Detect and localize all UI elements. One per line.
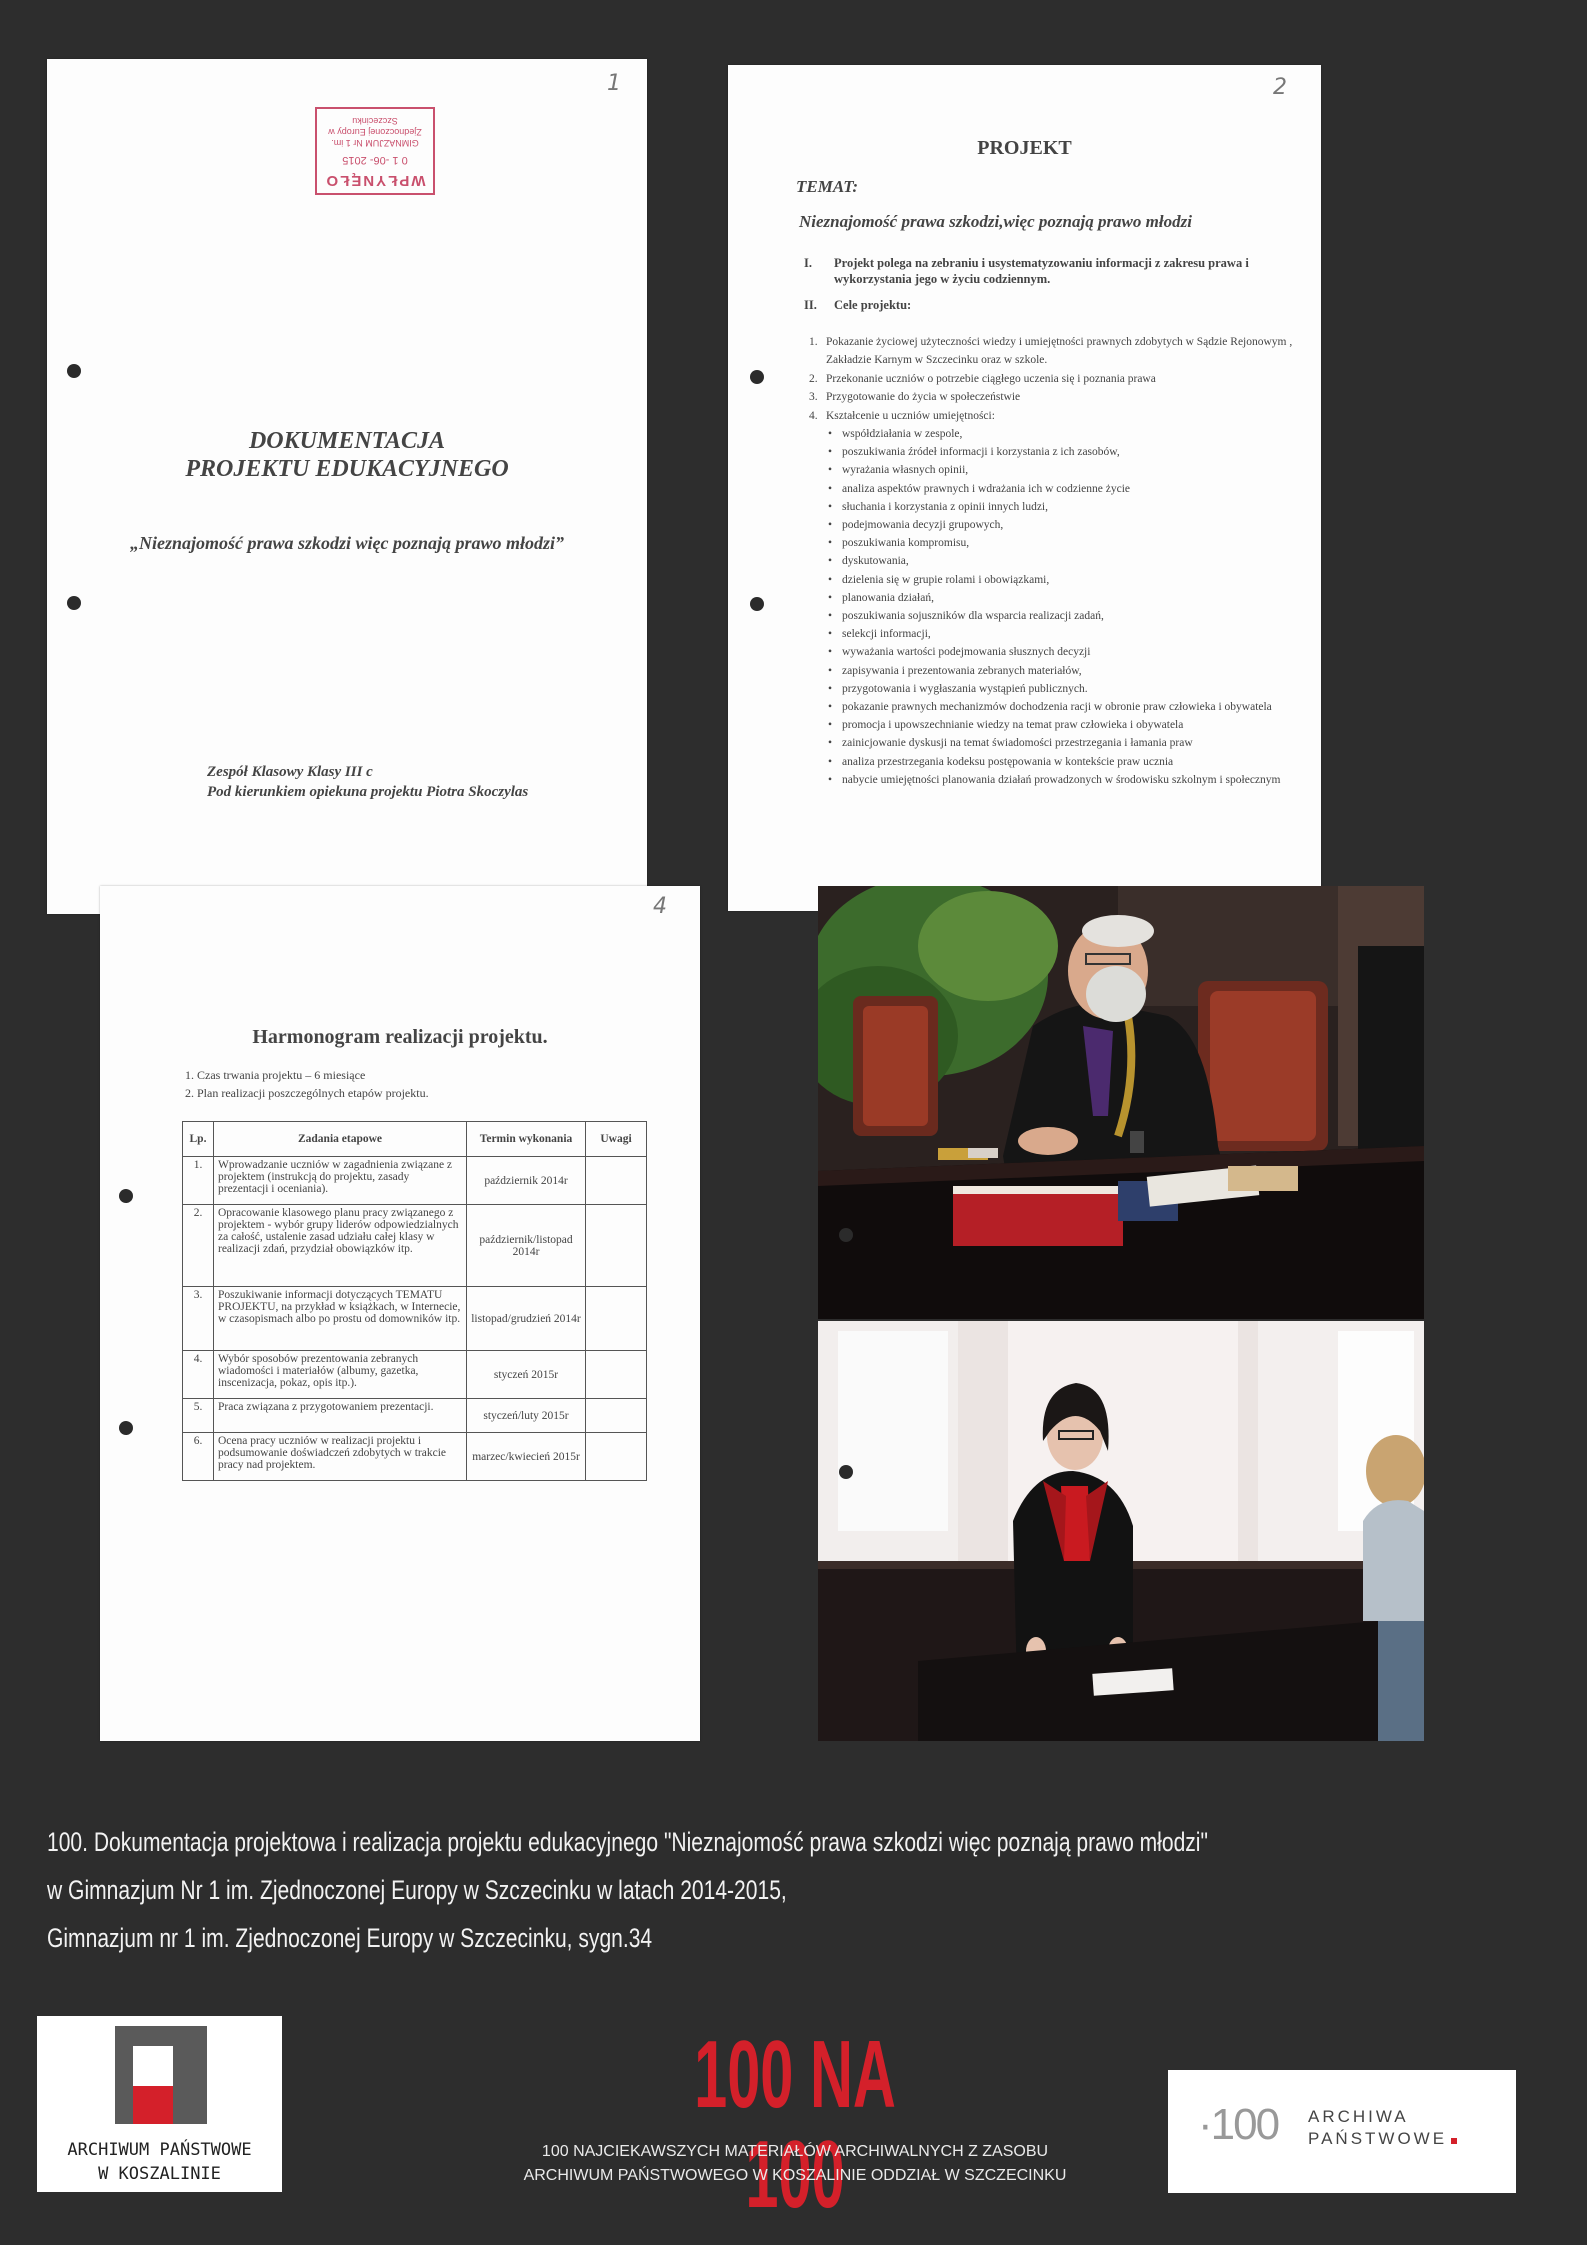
skill-item: • podejmowania decyzji grupowych, [804,516,1304,534]
received-stamp [315,107,435,195]
archive-logo-line1: ARCHIWUM PAŃSTWOWE [67,2140,252,2160]
punch-hole [750,370,764,384]
skill-item: • promocja i upowszechnianie wiedzy na temat praw człowieka i obywatela [804,716,1304,734]
schedule-table [182,1121,647,1481]
document-cover-page [47,59,647,914]
exhibit-caption [47,1818,1529,1962]
skill-item: • poszukiwania źródeł informacji i korzystania z ich zasobów, [804,443,1304,461]
project-title: PROJEKT [977,137,1072,159]
skill-item: • współdziałania w zespole, [804,425,1304,443]
series-subtitle-line2: ARCHIWUM PAŃSTWOWEGO W KOSZALINIE ODDZIAŁ W SZCZECINKU [523,2167,1067,2184]
cell-term: październik/listopad 2014r [467,1205,586,1287]
skill-item: • pokazanie prawnych mechanizmów dochodzenia racji w obronie praw człowieka i obywatela [804,698,1304,716]
table-row [183,1399,647,1433]
cover-title-line1: DOKUMENTACJA [248,428,446,454]
punch-hole [750,597,764,611]
red-dot-icon [1451,2138,1457,2144]
cover-title [47,427,647,483]
project-page [728,65,1321,911]
caption-line3: Gimnazjum nr 1 im. Zjednoczonej Europy w Szczecinku, sygn.34 [47,1923,653,1953]
archiwa-100-mark: ·100 [1198,2100,1279,2149]
cell-term: styczeń/luty 2015r [467,1399,586,1433]
skill-item: • zainicjowanie dyskusji na temat świadomości przestrzegania i łamania praw [804,734,1304,752]
cell-task: Opracowanie klasowego planu pracy związanego z projektem - wybór grupy liderów odpowiedzialnych za całość, ustalenie zasad udziału całej klasy w realizacji zdań, przydział obowiązków itp. [214,1205,467,1287]
table-row [183,1205,647,1287]
cell-lp: 2. [183,1205,214,1287]
archiwa-panstwowe-logo [1168,2070,1516,2193]
stamp-institution: GIMNAZJUM Nr 1 im. Zjednoczonej Europy w Szczecinku [328,116,422,148]
header-task: Zadania etapowe [214,1122,467,1157]
skill-item: • poszukiwania kompromisu, [804,534,1304,552]
cell-term: listopad/grudzień 2014r [467,1287,586,1351]
cell-term: styczeń 2015r [467,1351,586,1399]
cell-task: Poszukiwanie informacji dotyczących TEMATU PROJEKTU, na przykład w książkach, w Internecie, w czasopismach albo po prostu od domowników itp. [214,1287,467,1351]
skill-item: • analiza przestrzegania kodeksu postępowania w kontekście praw ucznia [804,753,1304,771]
skill-item: • wyrażania własnych opinii, [804,461,1304,479]
header-notes: Uwagi [586,1122,647,1157]
goal-item: 3. Przygotowanie do życia w społeczeństwie [809,391,1021,404]
team-line2: Pod kierunkiem opiekuna projektu Piotra Skoczylas [207,784,529,800]
schedule-page [100,886,700,1741]
schedule-title: Harmonogram realizacji projektu. [252,1026,548,1048]
cell-notes [586,1287,647,1351]
schedule-list-item: 1. Czas trwania projektu – 6 miesiące [185,1068,366,1082]
cell-lp: 5. [183,1399,214,1433]
punch-hole [67,596,81,610]
judge-at-desk-photo [818,886,1424,1319]
skill-item: • dzielenia się w grupie rolami i obowiązkami, [804,571,1304,589]
stamp-date: 0 1 -06- 2015 [342,154,408,166]
skill-item: • nabycie umiejętności planowania działań prowadzonych w środowisku szkolnym i społecznym [804,771,1304,789]
cell-task: Praca związana z przygotowaniem prezentacji. [214,1399,467,1433]
table-row [183,1351,647,1399]
skill-item: • dyskutowania, [804,552,1304,570]
skill-item: • selekcji informacji, [804,625,1304,643]
archive-logo-text [37,2138,282,2186]
cell-notes [586,1433,647,1481]
skill-item: • analiza aspektów prawnych i wdrażania ich w codzienne życie [804,480,1304,498]
goal-item: 2. Przekonanie uczniów o potrzebie ciągłego uczenia się i poznania prawa [809,372,1156,385]
header-term: Termin wykonania [467,1122,586,1157]
cell-task: Wybór sposobów prezentowania zebranych wiadomości i materiałów (albumy, gazetka, inscenizacja, pokaz, opis itp.). [214,1351,467,1399]
cell-task: Wprowadzanie uczniów w zagadnienia związane z projektem (instrukcją do projektu, zasady prezentacji i oceniania). [214,1157,467,1205]
schedule-list-item: 2. Plan realizacji poszczególnych etapów projektu. [185,1086,429,1100]
cell-term: marzec/kwiecień 2015r [467,1433,586,1481]
temat-label: TEMAT: [796,177,859,196]
archive-logo-line2: W KOSZALINIE [98,2164,221,2184]
goal-item: 1. Pokazanie życiowej użyteczności wiedzy i umiejętności prawnych zdobytych w Sądzie Rejonowym , Zakładzie Karnym w Szczecinku oraz w szkole. [809,336,1293,367]
punch-hole [67,364,81,378]
cell-notes [586,1205,647,1287]
cell-notes [586,1351,647,1399]
skill-item: • planowania działań, [804,589,1304,607]
skill-item: • słuchania i korzystania z opinii innych ludzi, [804,498,1304,516]
cover-team [207,762,528,802]
page-number: 1 [607,71,621,96]
archiwa-logo-line1: ARCHIWA [1308,2107,1409,2126]
skill-item: • przygotowania i wygłaszania wystąpień publicznych. [804,680,1304,698]
schedule-list [185,1066,429,1102]
skill-item: • zapisywania i prezentowania zebranych materiałów, [804,662,1304,680]
student-in-gown-photo [818,1321,1424,1741]
cell-lp: 6. [183,1433,214,1481]
cover-subtitle: „Nieznajomość prawa szkodzi więc poznają prawo młodzi” [129,533,565,553]
judge-photo-illustration [818,886,1424,1319]
table-header-row [183,1122,647,1157]
cell-notes [586,1399,647,1433]
punch-hole [119,1421,133,1435]
cell-lp: 1. [183,1157,214,1205]
table-row [183,1433,647,1481]
cell-lp: 3. [183,1287,214,1351]
header-lp: Lp. [183,1122,214,1157]
archiwum-koszalin-logo [37,2016,282,2192]
project-topic: Nieznajomość prawa szkodzi,więc poznają prawo młodzi [799,212,1192,231]
series-subtitle-line1: 100 NAJCIEKAWSZYCH MATERIAŁÓW ARCHIWALNYCH Z ZASOBU [541,2143,1049,2160]
cell-notes [586,1157,647,1205]
goal-item: 4. Kształcenie u uczniów umiejętności: [809,409,995,422]
section-1-text: Projekt polega na zebraniu i usystematyzowaniu informacji z zakresu prawa i wykorzystania jego w życiu codziennym. [834,256,1249,286]
caption-line2: w Gimnazjum Nr 1 im. Zjednoczonej Europy w Szczecinku w latach 2014-2015, [47,1875,787,1905]
series-subtitle [445,2140,1145,2188]
caption-line1: 100. Dokumentacja projektowa i realizacja projektu edukacyjnego "Nieznajomość prawa szkodzi więc poznają prawo młodzi" [47,1827,1208,1857]
cell-task: Ocena pracy uczniów w realizacji projektu i podsumowanie doświadczeń zdobytych w trakcie pracy nad projektem. [214,1433,467,1481]
skill-item: • poszukiwania sojuszników dla wsparcia realizacji zadań, [804,607,1304,625]
goals-list [804,333,1304,789]
page-number: 4 [653,894,667,919]
skill-item: • wyważania wartości podejmowania słusznych decyzji [804,643,1304,661]
archiwa-logo-text [1308,2106,1457,2150]
stamp-received: WPŁYNĘŁO [324,172,426,189]
archive-logo-icon [115,2026,207,2124]
student-photo-illustration [818,1321,1424,1741]
page-number: 2 [1273,75,1287,100]
table-row [183,1287,647,1351]
section-2-number: II. [804,298,817,312]
punch-hole [119,1189,133,1203]
series-title: 100 NA 100 [694,2021,896,2228]
cell-term: październik 2014r [467,1157,586,1205]
cell-lp: 4. [183,1351,214,1399]
section-2-text: Cele projektu: [834,298,912,312]
table-row [183,1157,647,1205]
archiwa-logo-line2: PAŃSTWOWE [1308,2129,1448,2148]
section-1-number: I. [804,256,812,270]
cover-title-line2: PROJEKTU EDUKACYJNEGO [185,456,509,482]
team-line1: Zespół Klasowy Klasy III c [207,764,373,780]
